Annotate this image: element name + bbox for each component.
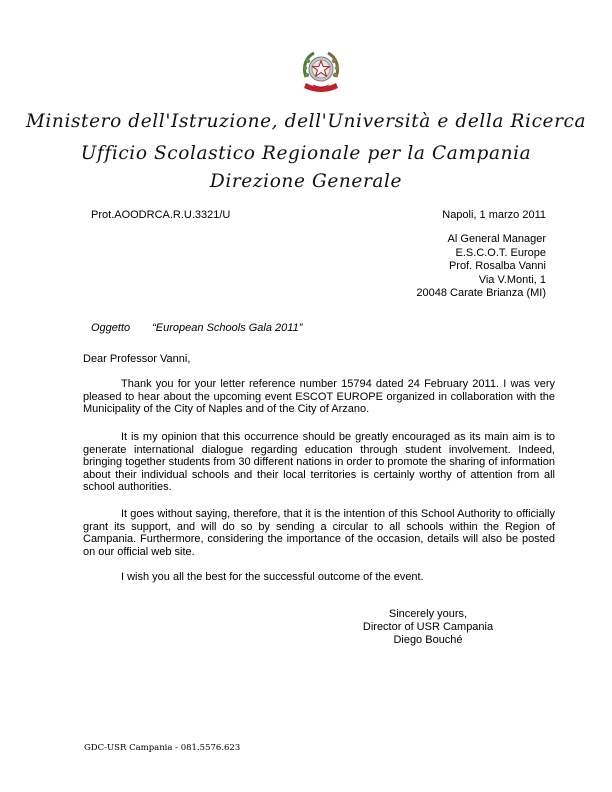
body-paragraph: It is my opinion that this occurrence should be greatly encouraged as its main aim is to generate international dialogue regarding education through student involvement. Indeed, bringing together students from 30 different nations in order to promote the sharing of information about their individual schools and their local territories is certainly worthy of attention from all school authorities.	[83, 431, 555, 493]
body-paragraph: It goes without saying, therefore, that it is the intention of this School Authority to officially grant its support, and will do so by sending a circular to all schools within the Region of Campania. Furthermore, considering the importance of the occasion, details will also be posted on our official web site.	[83, 508, 555, 558]
directorate-title: Direzione Generale	[209, 171, 403, 192]
addressee-line: 20048 Carate Brianza (MI)	[416, 287, 546, 299]
subject-label: Oggetto	[91, 322, 131, 334]
body-paragraph: I wish you all the best for the successful outcome of the event.	[121, 571, 424, 583]
ministry-title: Ministero dell'Istruzione, dell'Università e della Ricerca	[25, 111, 587, 132]
office-title: Ufficio Scolastico Regionale per la Campania	[80, 143, 532, 164]
body-paragraph: Thank you for your letter reference number 15794 dated 24 February 2011. I was very pleased to hear about the upcoming event ESCOT EUROPE organized in collaboration with the Municipality of the City of Naples and of the City of Arzano.	[83, 378, 555, 415]
addressee-block	[416, 233, 546, 301]
closing-block	[328, 608, 528, 647]
addressee-line: Via V.Monti, 1	[478, 273, 546, 286]
signatory-name: Diego Bouché	[393, 634, 463, 646]
closing-line: Sincerely yours,	[388, 608, 468, 620]
addressee-line: E.S.C.O.T. Europe	[455, 246, 546, 259]
addressee-line: Al General Manager	[447, 233, 546, 245]
subject-text: “European Schools Gala 2011”	[152, 322, 303, 334]
subject-line	[91, 322, 302, 334]
protocol-number: Prot.AOODRCA.R.U.3321/U	[91, 209, 231, 221]
footer-contact: GDC-USR Campania - 081.5576.623	[84, 743, 241, 753]
addressee-line: Prof. Rosalba Vanni	[448, 260, 546, 272]
italian-republic-emblem-icon	[296, 47, 346, 97]
salutation: Dear Professor Vanni,	[83, 353, 191, 365]
signatory-title: Director of USR Campania	[362, 621, 494, 633]
place-date: Napoli, 1 marzo 2011	[442, 209, 546, 221]
